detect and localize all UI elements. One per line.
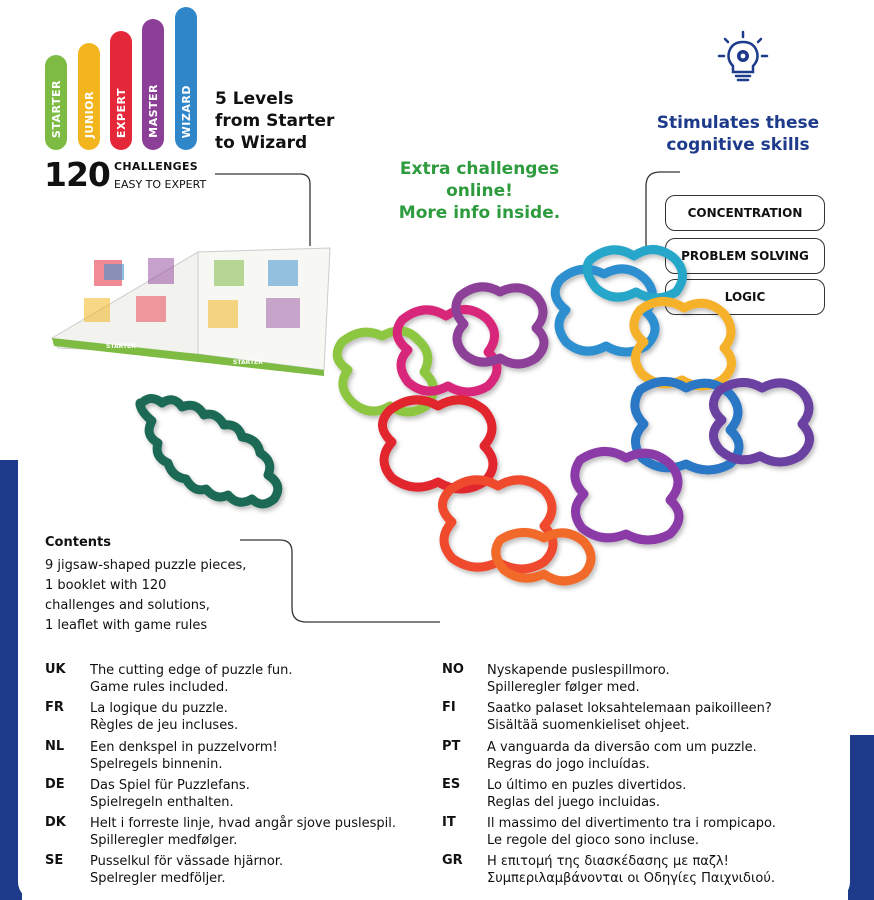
lang-text: Il massimo del divertimento tra i rompicapo. Le regole del gioco sono incluse. (487, 816, 776, 848)
lang-code: PT (442, 739, 461, 754)
lang-text: Lo último en puzles divertidos. Reglas del juego incluidas. (487, 778, 687, 810)
lang-code: UK (45, 662, 66, 677)
skill-problem-solving: PROBLEM SOLVING (665, 238, 825, 274)
booklet-left-footer: STARTER (106, 343, 136, 350)
lang-code: NO (442, 662, 464, 677)
lang-code: ES (442, 777, 461, 792)
lightbulb-gear-icon (715, 30, 771, 86)
lang-text: Das Spiel für Puzzlefans. Spielregeln enthalten. (90, 778, 250, 810)
level-bar-master: MASTER (142, 19, 164, 150)
lang-code: NL (45, 739, 65, 754)
lang-code: DE (45, 777, 65, 792)
contents-heading: Contents (45, 535, 111, 550)
lang-text: The cutting edge of puzzle fun. Game rules included. (90, 663, 293, 695)
lang-text: Η επιτομή της διασκέδασης με παζλ! Συμπεριλαμβάνονται οι Οδηγίες Παιχνιδιού. (487, 854, 775, 886)
challenge-count: 120 (44, 155, 110, 194)
contents-item: 1 leaflet with game rules (45, 618, 208, 633)
contents-item: 9 jigsaw-shaped puzzle pieces, (45, 558, 247, 573)
booklet-right-footer: STARTER (233, 359, 263, 366)
lang-code: FI (442, 700, 456, 715)
level-bar-wizard: WIZARD (175, 7, 197, 150)
contents-list (45, 556, 246, 636)
level-bar-junior: JUNIOR (78, 43, 100, 150)
lang-text: Pusselkul för vässade hjärnor. Spelregler medföljer. (90, 854, 284, 886)
skills-title: Stimulates these cognitive skills (656, 113, 820, 155)
lang-code: DK (45, 815, 66, 830)
lang-code: FR (45, 700, 64, 715)
lang-code: GR (442, 853, 463, 868)
lang-text: Een denkspel in puzzelvorm! Spelregels binnenin. (90, 740, 278, 772)
contents-item: challenges and solutions, (45, 598, 210, 613)
levels-title: 5 Levels from Starter to Wizard (215, 89, 335, 153)
lang-text: Helt i forreste linje, hvad angår sjove puslespil. Spilleregler medfølger. (90, 816, 397, 848)
level-bar-expert: EXPERT (110, 31, 132, 150)
lang-text: A vanguarda da diversão com um puzzle. Regras do jogo incluídas. (487, 740, 757, 772)
lang-code: SE (45, 853, 64, 868)
skill-logic: LOGIC (665, 279, 825, 315)
lang-text: Saatko palaset loksahtelemaan paikoilleen? Sisältää suomenkieliset ohjeet. (487, 701, 772, 733)
lang-code: IT (442, 815, 456, 830)
online-challenges-note: Extra challenges online! More info inside. (398, 159, 561, 223)
lang-text: La logique du puzzle. Règles de jeu incluses. (90, 701, 239, 733)
contents-item: 1 booklet with 120 (45, 578, 167, 593)
level-bar-starter: STARTER (45, 55, 67, 150)
challenges-label: CHALLENGES (114, 160, 198, 173)
difficulty-range: EASY TO EXPERT (114, 178, 207, 191)
lang-text: Nyskapende puslespillmoro. Spilleregler følger med. (487, 663, 670, 695)
skill-concentration: CONCENTRATION (665, 195, 825, 231)
